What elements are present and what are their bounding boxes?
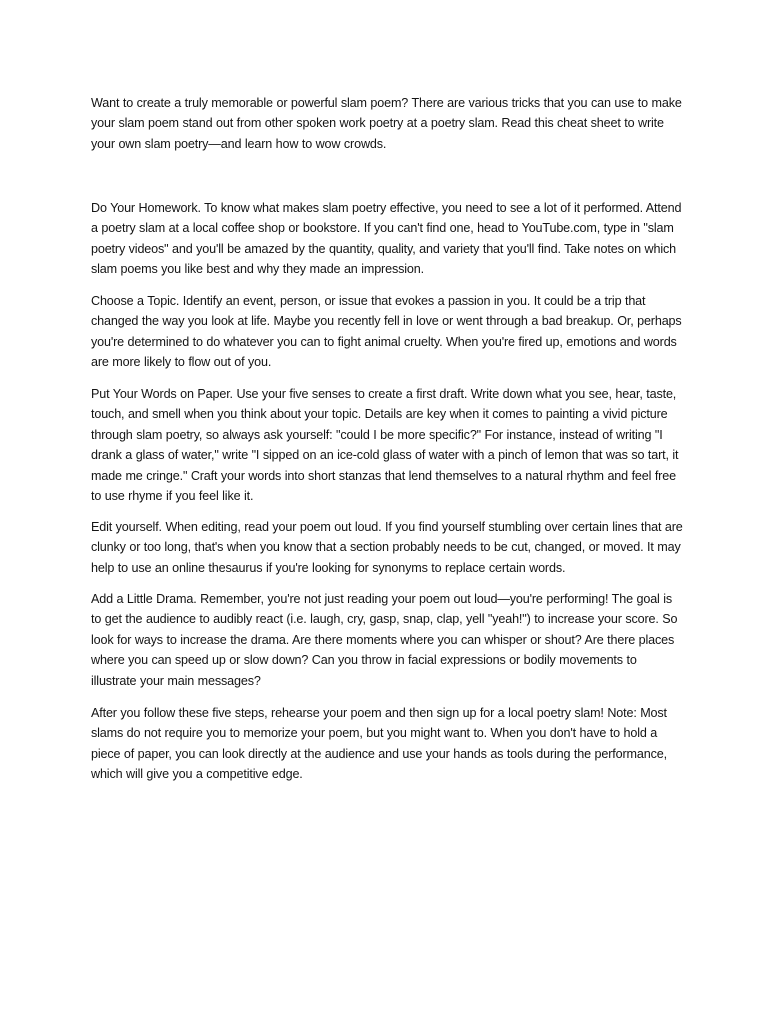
intro-paragraph: Want to create a truly memorable or powerful slam poem? There are various tricks that you can use to make your slam poem stand out from other spoken work poetry at a poetry slam. Read this cheat sheet to write your own slam poetry—and learn how to wow crowds. (91, 96, 682, 151)
paper-paragraph: Put Your Words on Paper. Use your five senses to create a first draft. Write down what you see, hear, taste, touch, and smell when you think about your topic. Details are key when it comes to painting a vivid picture through slam poetry, so always ask yourself: "could I be more specific?" For instance, instead of writing "I drank a glass of water," write "I sipped on an ice-cold glass of water with a pinch of lemon that was so tart, it made me cringe." Craft your words into short stanzas that lend themselves to a natural rhythm and feel free to use rhyme if you feel like it. (91, 387, 679, 504)
topic-paragraph: Choose a Topic. Identify an event, person, or issue that evokes a passion in you. It could be a trip that changed the way you look at life. Maybe you recently fell in love or went through a bad breakup. Or, perhaps you're determined to do whatever you can to fight animal cruelty. When you're fired up, emotions and words are more likely to flow out of you. (91, 294, 682, 370)
final-paragraph: After you follow these five steps, rehearse your poem and then sign up for a local poetry slam! Note: Most slams do not require you to memorize your poem, but you might want to. When you don't have to hold a piece of paper, you can look directly at the audience and use your hands as tools during the performance, which will give you a competitive edge. (91, 706, 667, 782)
drama-paragraph: Add a Little Drama. Remember, you're not just reading your poem out loud—you're performing! The goal is to get the audience to audibly react (i.e. laugh, cry, gasp, snap, clap, yell "yeah!") to increase your score. So look for ways to increase the drama. Are there moments where you can whisper or shout? Are there places where you can speed up or slow down? Can you throw in facial expressions or bodily movements to illustrate your main messages? (91, 592, 678, 688)
edit-paragraph: Edit yourself. When editing, read your poem out loud. If you find yourself stumbling over certain lines that are clunky or too long, that's when you know that a section probably needs to be cut, changed, or moved. It may help to use an online thesaurus if you're looking for synonyms to replace certain words. (91, 520, 683, 575)
homework-paragraph: Do Your Homework. To know what makes slam poetry effective, you need to see a lot of it performed. Attend a poetry slam at a local coffee shop or bookstore. If you can't find one, head to YouTube.com, type in "slam poetry videos" and you'll be amazed by the quantity, quality, and variety that you'll find. Take notes on which slam poems you like best and why they made an impression. (91, 201, 682, 277)
